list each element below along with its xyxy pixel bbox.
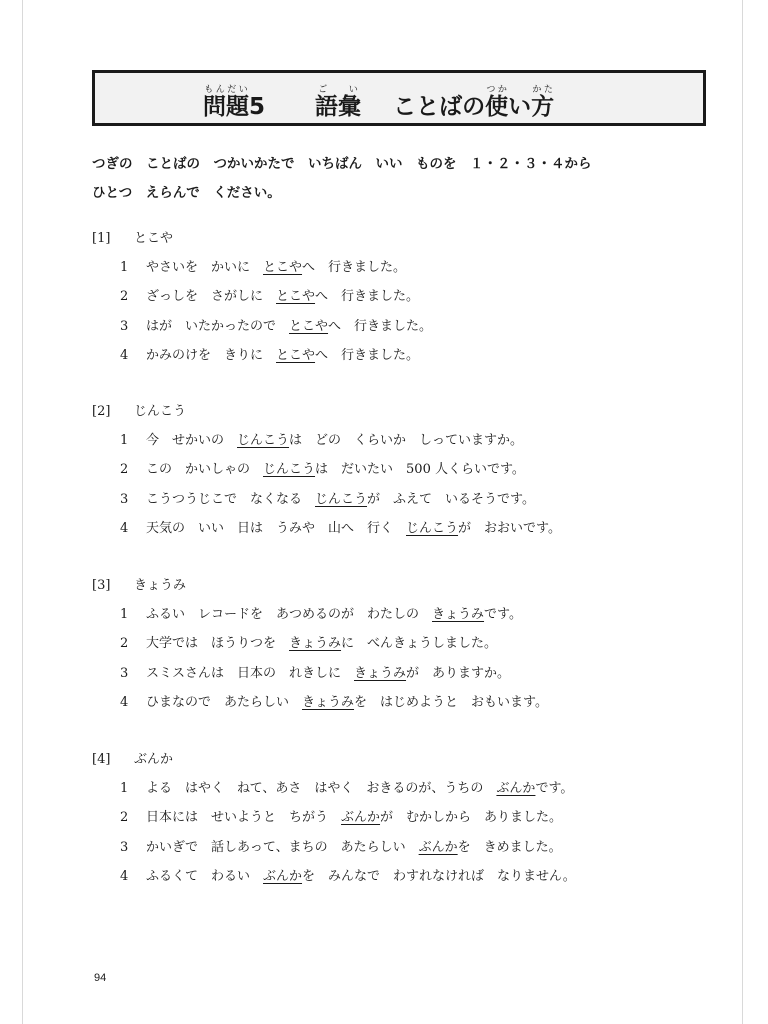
question-number: [3] [92, 578, 111, 593]
option-number: 1 [120, 781, 129, 796]
question-3 [92, 572, 712, 718]
question-word: ぶんか [134, 752, 174, 767]
option-number: 4 [120, 869, 129, 885]
question-header [92, 398, 712, 426]
underlined-word: ぶんか [418, 839, 458, 855]
underlined-word: きょうみ [289, 636, 342, 652]
option-2[interactable]: 2 この かいしゃの じんこうは だいたい 500 人くらいです。 [120, 455, 712, 484]
page-edge-left [22, 0, 23, 1024]
option-list [92, 774, 712, 892]
title-number: 5 [249, 94, 266, 120]
title-subtitle: ことばの使つかい方かた [393, 85, 555, 120]
option-2[interactable]: 2 日本には せいようと ちがう ぶんかが むかしから ありました。 [120, 803, 712, 832]
section-title [203, 85, 554, 122]
option-3[interactable]: 3 こうつうじこで なくなる じんこうが ふえて いるそうです。 [120, 485, 712, 514]
underlined-word: ぶんか [263, 869, 303, 885]
option-4[interactable]: 4 ひまなので あたらしい きょうみを はじめようと おもいます。 [120, 688, 712, 717]
option-number: 1 [120, 607, 129, 622]
option-number: 1 [120, 433, 129, 448]
question-number: [4] [92, 752, 111, 767]
option-number: 3 [120, 665, 129, 681]
option-1[interactable]: 1 よる はやく ねて、あさ はやく おきるのが、うちの ぶんかです。 [120, 774, 712, 803]
option-2[interactable]: 2 大学では ほうりつを きょうみに べんきょうしました。 [120, 629, 712, 658]
option-list [92, 600, 712, 718]
question-word: きょうみ [134, 578, 187, 593]
underlined-word: じんこう [263, 462, 316, 478]
option-1[interactable]: 1 やさいを かいに とこやへ 行きました。 [120, 253, 712, 282]
question-word: じんこう [134, 404, 187, 419]
underlined-word: じんこう [315, 491, 368, 507]
underlined-word: とこや [276, 348, 316, 364]
option-number: 4 [120, 695, 129, 711]
underlined-word: きょうみ [354, 665, 407, 681]
underlined-word: ぶんか [496, 781, 536, 796]
option-4[interactable]: 4 かみのけを きりに とこやへ 行きました。 [120, 341, 712, 370]
question-word: とこや [134, 231, 174, 246]
option-3[interactable]: 3 かいぎで 話しあって、まちの あたらしい ぶんかを きめました。 [120, 833, 712, 862]
question-number: [1] [92, 231, 111, 246]
underlined-word: じんこう [406, 521, 459, 537]
question-header [92, 572, 712, 600]
option-number: 3 [120, 318, 129, 334]
title-goi: 語彙ご い [315, 85, 362, 120]
option-number: 2 [120, 462, 129, 478]
option-4[interactable]: 4 ふるくて わるい ぶんかを みんなで わすれなければ なりません。 [120, 862, 712, 891]
underlined-word: とこや [289, 318, 329, 334]
underlined-word: きょうみ [432, 607, 485, 622]
underlined-word: じんこう [237, 433, 290, 448]
option-number: 4 [120, 348, 129, 364]
option-list [92, 253, 712, 371]
question-2 [92, 398, 712, 544]
option-number: 3 [120, 839, 129, 855]
underlined-word: とこや [263, 260, 303, 275]
page-edge-right [742, 0, 743, 1024]
option-list [92, 426, 712, 544]
option-number: 2 [120, 289, 129, 305]
option-number: 1 [120, 260, 129, 275]
question-4 [92, 746, 712, 892]
option-3[interactable]: 3 はが いたかったので とこやへ 行きました。 [120, 312, 712, 341]
question-header [92, 746, 712, 774]
question-number: [2] [92, 404, 111, 419]
underlined-word: ぶんか [341, 810, 381, 826]
title-mondai: 問題もんだい [203, 85, 249, 120]
page-number: 94 [94, 972, 107, 984]
option-2[interactable]: 2 ざっしを さがしに とこやへ 行きました。 [120, 282, 712, 311]
option-number: 3 [120, 491, 129, 507]
question-header [92, 225, 712, 253]
option-1[interactable]: 1 今 せかいの じんこうは どの くらいか しっていますか。 [120, 426, 712, 455]
option-number: 2 [120, 636, 129, 652]
section-title-box [92, 70, 706, 126]
option-number: 4 [120, 521, 129, 537]
underlined-word: きょうみ [302, 695, 355, 711]
question-1 [92, 225, 712, 371]
option-1[interactable]: 1 ふるい レコードを あつめるのが わたしの きょうみです。 [120, 600, 712, 629]
instructions: つぎの ことばの つかいかたで いちばん いい ものを １・２・３・４から ひとつ えらんで ください。 [92, 156, 592, 201]
option-3[interactable]: 3 スミスさんは 日本の れきしに きょうみが ありますか。 [120, 659, 712, 688]
option-4[interactable]: 4 天気の いい 日は うみや 山へ 行く じんこうが おおいです。 [120, 514, 712, 543]
underlined-word: とこや [276, 289, 316, 305]
option-number: 2 [120, 810, 129, 826]
